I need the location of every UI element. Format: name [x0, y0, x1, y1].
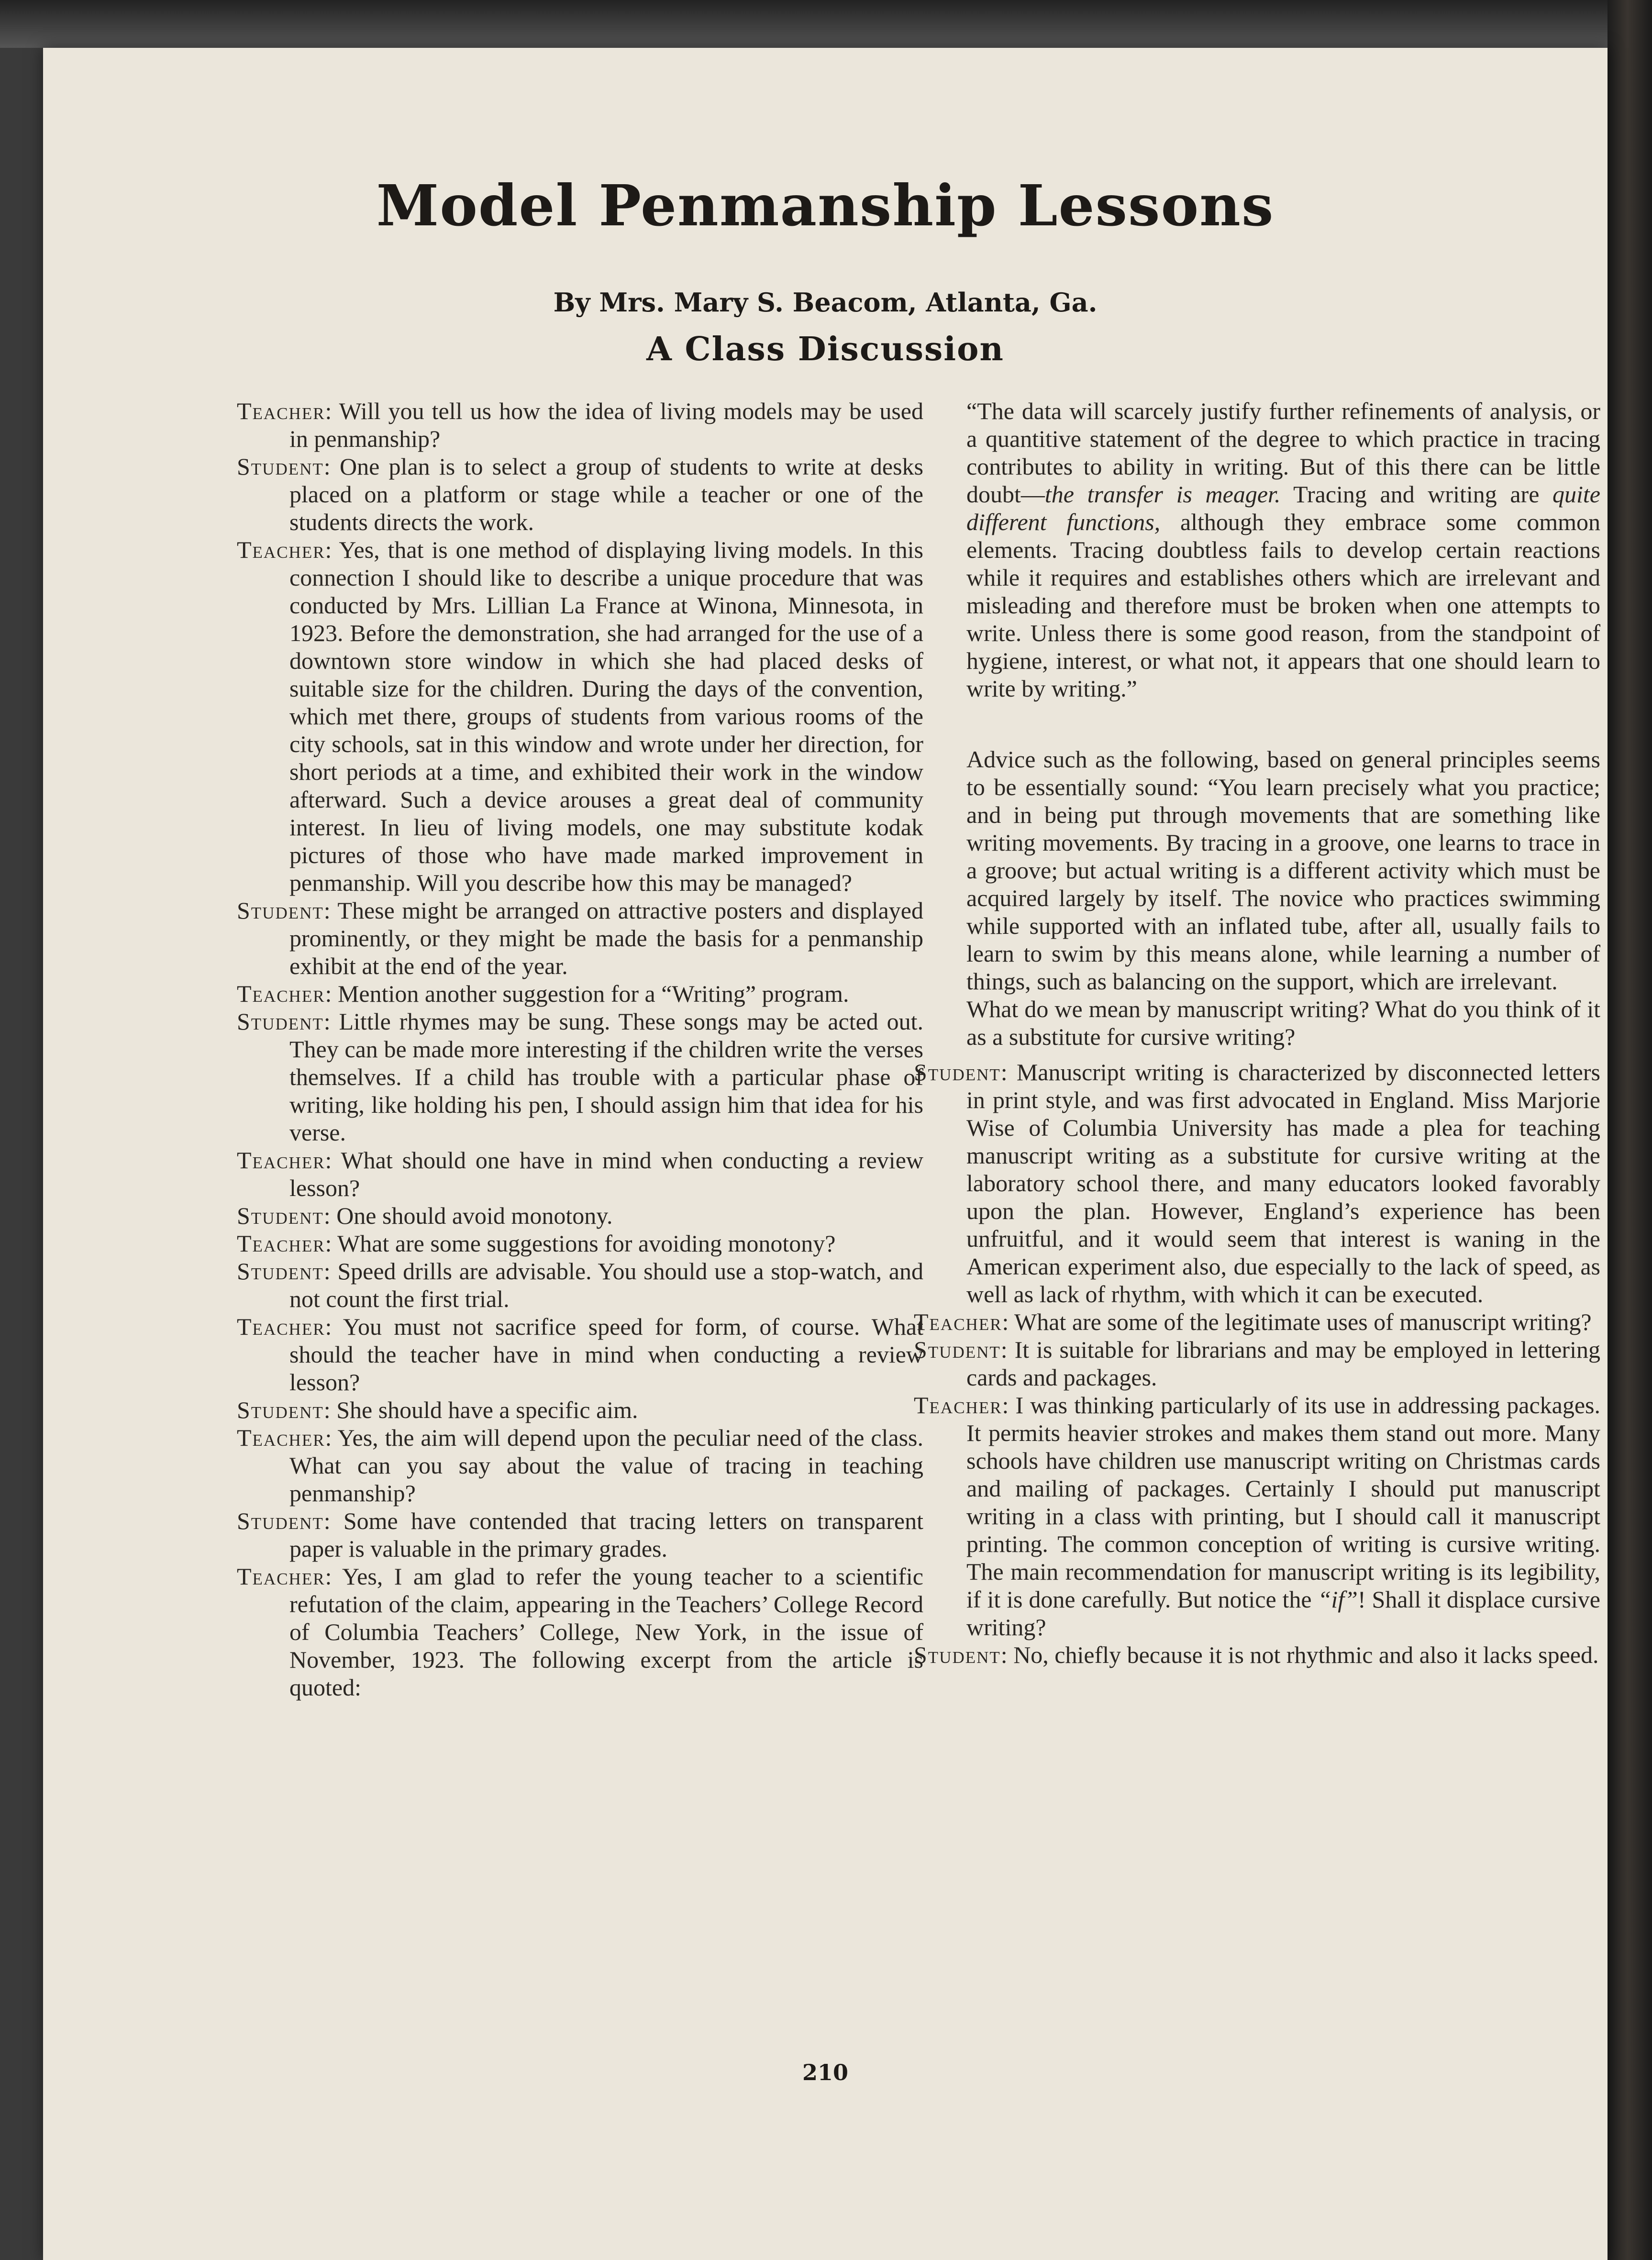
exchange-text: Mention another suggestion for a “Writing” program. — [337, 980, 849, 1007]
exchange: Student: No, chiefly because it is not rhythmic and also it lacks speed. — [914, 1641, 1599, 1668]
right-column — [914, 397, 1600, 1669]
speaker-label: Teacher — [237, 1563, 325, 1590]
exchange: Student: Little rhymes may be sung. These songs may be acted out. They can be made more interesting if the children write the verses themselves. If a child has trouble with a particular phase of writing, like holding his pen, I should assign him that idea for his verse. — [237, 1008, 923, 1146]
advice-block — [914, 745, 1600, 1051]
quote-text: Tracing and writing are — [1280, 481, 1553, 508]
exchange: Student: These might be arranged on attractive posters and displayed prominently, or they might be made the basis for a penmanship exhibit at the end of the year. — [237, 897, 923, 979]
article-byline: By Mrs. Mary S. Beacom, Atlanta, Ga. — [553, 287, 1098, 318]
exchange-text: Will you tell us how the idea of living models may be used in penmanship? — [289, 398, 923, 452]
exchange-text: Yes, I am glad to refer the young teacher to a scientific refutation of the claim, appearing in the Teachers’ College Record of Columbia Teachers’ College, New York, in the issue of November, 1923. The following excerpt from the article is quoted: — [289, 1563, 923, 1701]
exchange-text: What are some suggestions for avoiding monotony? — [337, 1230, 836, 1257]
exchange: Student: One should avoid monotony. — [237, 1202, 613, 1229]
exchange: Student: It is suitable for librarians and may be employed in lettering cards and packages. — [914, 1336, 1600, 1391]
speaker-label: Student — [237, 1258, 324, 1285]
article-title: Model Penmanship Lessons — [376, 172, 1275, 239]
exchange: Teacher: I was thinking particularly of its use in addressing packages. It permits heavier strokes and makes them stand out more. Many schools have children use manuscript writing on Christmas cards and mailing of packages. Certainly I should put manuscript writing in a class with printing, but I should call it manuscript printing. The common conception of writing is cursive writing. The main recommendation for manuscript writing is its legibility, if it is done carefully. But notice the “if”! Shall it displace cursive writing? — [914, 1392, 1601, 1640]
speaker-label: Teacher — [237, 1230, 325, 1257]
exchange-text: Yes, that is one method of displaying living models. In this connection I should like to describe a unique procedure that was conducted by Mrs. Lillian La France at Winona, Minnesota, in 1923. Before the demonstration, she had arranged for the use of a downtown store window in which she had placed desks of suitable size for the children. During the days of the convention, which met there, groups of students from various rooms of the city schools, sat in this window and wrote under her direction, for short periods at a time, and exhibited their work in the window afterward. Such a device arouses a great deal of community interest. In lieu of living models, one may substitute kodak pictures of those who have made marked improvement in penmanship. Will you describe how this may be managed? — [289, 536, 923, 896]
speaker-label: Student — [237, 453, 324, 480]
exchange: Student: Speed drills are advisable. You should use a stop-watch, and not count the first trial. — [237, 1258, 923, 1312]
exchange-text: It is suitable for librarians and may be employed in lettering cards and packages. — [966, 1336, 1600, 1391]
quote-emphasis: “if” — [1318, 1586, 1358, 1613]
speaker-label: Student — [237, 897, 324, 924]
speaker-label: Student — [237, 1396, 324, 1423]
exchange: Teacher: You must not sacrifice speed for form, of course. What should the teacher have in mind when conducting a review lesson? — [237, 1313, 923, 1396]
exchange-text: One plan is to select a group of students to write at desks placed on a platform or stage while a teacher or one of the students directs the work. — [289, 453, 923, 535]
exchange-text: Little rhymes may be sung. These songs may be acted out. They can be made more interesting if the children write the verses themselves. If a child has trouble with a particular phase of writing, like holding his pen, I should assign him that idea for his verse. — [289, 1008, 923, 1146]
exchange: Student: One plan is to select a group of students to write at desks placed on a platform or stage while a teacher or one of the students directs the work. — [237, 453, 923, 535]
speaker-label: Teacher — [237, 1313, 325, 1340]
exchange: Teacher: Yes, I am glad to refer the young teacher to a scientific refutation of the claim, appearing in the Teachers’ College Record of Columbia Teachers’ College, New York, in the issue of November, 1923. The following excerpt from the article is quoted: — [237, 1563, 923, 1701]
speaker-label: Student — [237, 1202, 324, 1229]
exchange: Teacher: Yes, that is one method of displaying living models. In this connection I should like to describe a unique procedure that was conducted by Mrs. Lillian La France at Winona, Minnesota, in 1923. Before the demonstration, she had arranged for the use of a downtown store window in which she had placed desks of suitable size for the children. During the days of the convention, which met there, groups of students from various rooms of the city schools, sat in this window and wrote under her direction, for short periods at a time, and exhibited their work in the window afterward. Such a device arouses a great deal of community interest. In lieu of living models, one may substitute kodak pictures of those who have made marked improvement in penmanship. Will you describe how this may be managed? — [237, 536, 923, 896]
speaker-label: Teacher — [237, 1424, 325, 1451]
scan-top-edge — [0, 0, 1652, 48]
quote-text: although they embrace some common elements. Tracing doubtless fails to develop certain reactions while it requires and establishes others which are irrelevant and misleading and therefore must be broken when one attempts to write. Unless there is some good reason, from the standpoint of hygiene, interest, or what not, it appears that one should learn to write by writing.” — [966, 509, 1600, 702]
exchange-text: Yes, the aim will depend upon the peculiar need of the class. What can you say about the value of tracing in teaching penmanship? — [289, 1424, 923, 1507]
exchange: Teacher: What are some suggestions for avoiding monotony? — [237, 1230, 836, 1257]
exchange-text: What are some of the legitimate uses of manuscript writing? — [1014, 1308, 1592, 1335]
quote-text: “The data will scarcely justify further refinements of analysis, or a quantitive statement of the degree to which practice in tracing contributes to ability in writing. But of this there can be little doubt— — [966, 398, 1600, 508]
speaker-label: Student — [237, 1008, 324, 1035]
exchange-text: ! Shall it displace cursive writing? — [966, 1586, 1601, 1640]
speaker-label: Teacher — [237, 398, 325, 424]
page-number: 210 — [802, 2060, 849, 2085]
exchange: Teacher: What should one have in mind when conducting a review lesson? — [237, 1147, 923, 1201]
speaker-label: Student — [914, 1059, 1001, 1086]
speaker-label: Teacher — [914, 1308, 1002, 1335]
advice-paragraph: Advice such as the following, based on general principles seems to be essentially sound: “You learn precisely what you practice; and in being put through movements that are something like writing movements. By tracing in a groove, one learns to trace in a groove; but actual writing is a different activity which must be acquired largely by itself. The novice who practices swimming while supported with an inflated tube, after all, usually fails to learn to swim by this means alone, while learning a number of things, such as balancing on the support, which are irrelevant. — [966, 746, 1600, 995]
exchange-text: No, chiefly because it is not rhythmic and also it lacks speed. — [1013, 1641, 1599, 1668]
exchange: Student: Manuscript writing is characterized by disconnected letters in print style, and was first advocated in England. Miss Marjorie Wise of Columbia University has made a plea for teaching manuscript writing as a substitute for cursive writing at the laboratory school there, and many educators looked favorably upon the plan. However, England’s experience has been unfruitful, and it would seem that interest is waning in the American experiment also, due especially to the lack of speed, as well as lack of rhythm, with which it can be executed. — [914, 1059, 1600, 1307]
exchange: Teacher: What are some of the legitimate uses of manuscript writing? — [914, 1308, 1592, 1335]
speaker-label: Student — [914, 1336, 1001, 1363]
exchange: Teacher: Mention another suggestion for a “Writing” program. — [237, 980, 849, 1007]
exchange: Student: She should have a specific aim. — [237, 1396, 638, 1423]
exchange-text: Some have contended that tracing letters on transparent paper is valuable in the primary grades. — [289, 1507, 923, 1562]
exchange-text: One should avoid monotony. — [336, 1202, 613, 1229]
quote-emphasis: the transfer is meager. — [1044, 481, 1281, 508]
exchange: Teacher: Will you tell us how the idea of living models may be used in penmanship? — [237, 398, 923, 452]
exchange-text: She should have a specific aim. — [336, 1396, 638, 1423]
left-column — [237, 397, 923, 1701]
speaker-label: Teacher — [237, 536, 325, 563]
exchange-text: What should one have in mind when conducting a review lesson? — [289, 1147, 923, 1201]
exchange: Student: Some have contended that tracing letters on transparent paper is valuable in the primary grades. — [237, 1507, 923, 1562]
advice-paragraph: What do we mean by manuscript writing? What do you think of it as a substitute for cursive writing? — [966, 996, 1600, 1050]
speaker-label: Teacher — [914, 1392, 1002, 1418]
speaker-label: Student — [914, 1641, 1001, 1668]
quoted-excerpt — [914, 397, 1600, 702]
article-subtitle: A Class Discussion — [646, 330, 1004, 368]
speaker-label: Teacher — [237, 980, 325, 1007]
speaker-label: Student — [237, 1507, 324, 1534]
quote-emphasis: quite different functions, — [966, 481, 1600, 535]
exchange: Teacher: Yes, the aim will depend upon the peculiar need of the class. What can you say about the value of tracing in teaching penmanship? — [237, 1424, 923, 1507]
exchange-text: Speed drills are advisable. You should use a stop-watch, and not count the first trial. — [289, 1258, 923, 1312]
book-binding — [1608, 0, 1652, 2260]
speaker-label: Teacher — [237, 1147, 325, 1174]
exchange-text: I was thinking particularly of its use in addressing packages. It permits heavier strokes and makes them stand out more. Many schools have children use manuscript writing on Christmas cards and mailing of packages. Certainly I should put manuscript writing in a class with printing, but I should call it manuscript printing. The common conception of writing is cursive writing. The main recommendation for manuscript writing is its legibility, if it is done carefully. But notice the — [966, 1392, 1600, 1613]
exchange-text: These might be arranged on attractive posters and displayed prominently, or they might be made the basis for a penmanship exhibit at the end of the year. — [289, 897, 923, 979]
document-page — [43, 48, 1608, 2260]
exchange-text: Manuscript writing is characterized by disconnected letters in print style, and was first advocated in England. Miss Marjorie Wise of Columbia University has made a plea for teaching manuscript writing as a substitute for cursive writing at the laboratory school there, and many educators looked favorably upon the plan. However, England’s experience has been unfruitful, and it would seem that interest is waning in the American experiment also, due especially to the lack of speed, as well as lack of rhythm, with which it can be executed. — [966, 1059, 1600, 1307]
exchange-text: You must not sacrifice speed for form, of course. What should the teacher have in mind when conducting a review lesson? — [289, 1313, 923, 1396]
